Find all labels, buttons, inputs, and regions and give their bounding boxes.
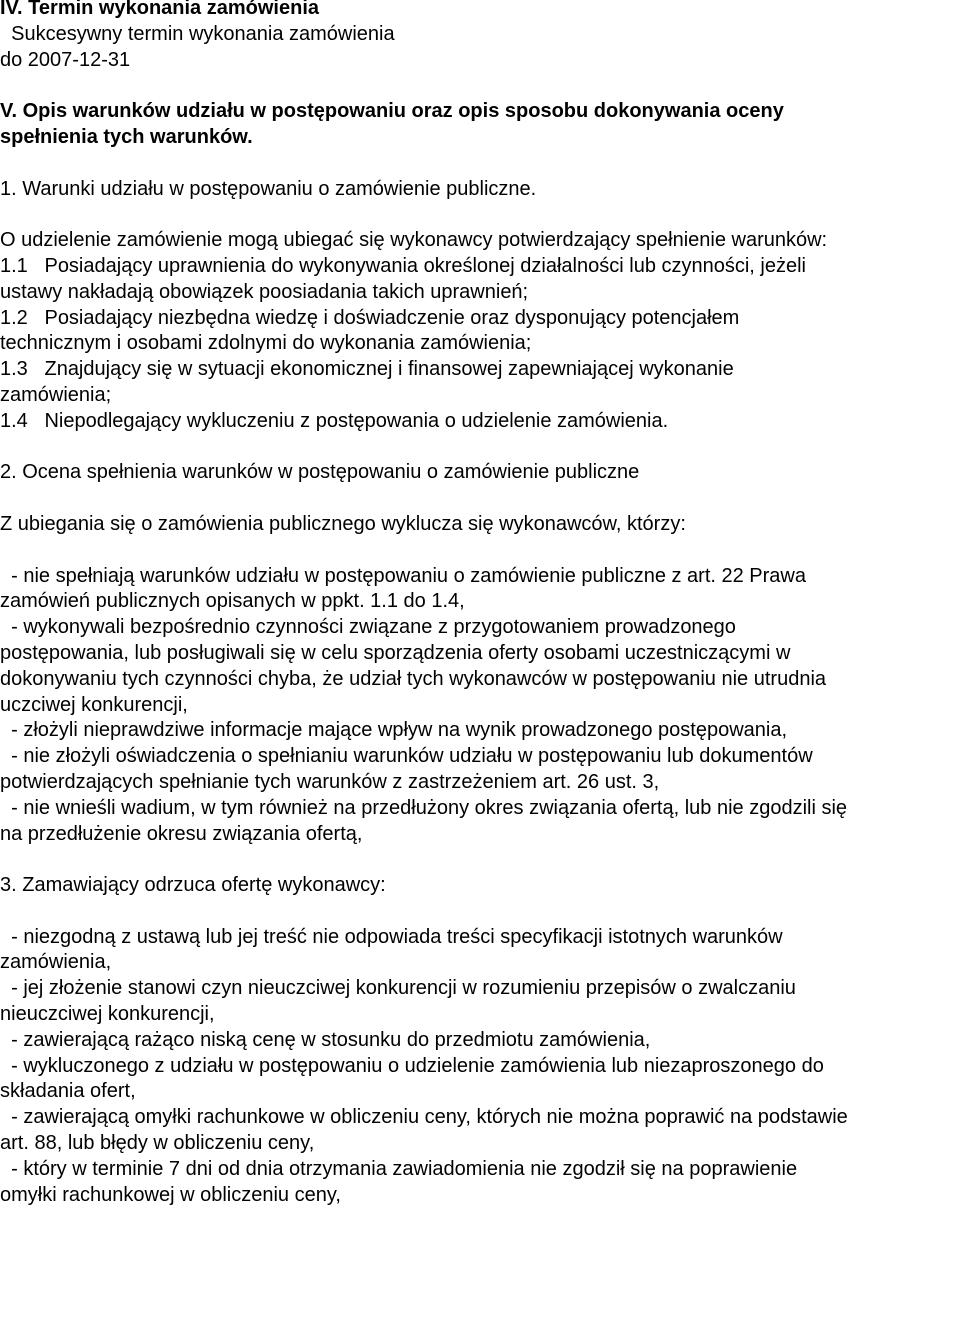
point-2 bbox=[0, 460, 960, 847]
point-1-line: 1.3 Znajdujący się w sytuacji ekonomicznej i finansowej zapewniającej wykonanie bbox=[0, 358, 734, 381]
point-1-line: 1.2 Posiadający niezbędna wiedzę i doświadczenie oraz dysponujący potencjałem bbox=[0, 306, 740, 329]
point-1-line: 1.1 Posiadający uprawnienia do wykonywania określonej działalności lub czynności, jeżeli bbox=[0, 254, 806, 277]
point-3-line: - zawierającą rażąco niską cenę w stosunku do przedmiotu zamówienia, bbox=[0, 1028, 651, 1051]
section-iv-line: Sukcesywny termin wykonania zamówienia bbox=[0, 22, 395, 45]
point-2-line: zamówień publicznych opisanych w ppkt. 1.1 do 1.4, bbox=[0, 590, 465, 613]
point-3 bbox=[0, 873, 960, 1208]
point-1-line: zamówienia; bbox=[0, 383, 112, 406]
point-2-line: uczciwej konkurencji, bbox=[0, 693, 188, 716]
point-3-line: - który w terminie 7 dni od dnia otrzymania zawiadomienia nie zgodził się na poprawienie bbox=[0, 1157, 798, 1180]
point-3-line: art. 88, lub błędy w obliczeniu ceny, bbox=[0, 1132, 315, 1155]
point-3-line: - niezgodną z ustawą lub jej treść nie odpowiada treści specyfikacji istotnych warunków bbox=[0, 925, 783, 948]
point-2-line: dokonywaniu tych czynności chyba, że udział tych wykonawców w postępowaniu nie utrudnia bbox=[0, 667, 827, 690]
spacer bbox=[0, 202, 960, 228]
point-3-title: 3. Zamawiający odrzuca ofertę wykonawcy: bbox=[0, 874, 386, 897]
point-1-title: 1. Warunki udziału w postępowaniu o zamówienie publiczne. bbox=[0, 177, 537, 200]
point-1-line: O udzielenie zamówienie mogą ubiegać się wykonawcy potwierdzający spełnienie warunków: bbox=[0, 229, 828, 252]
point-2-title: 2. Ocena spełnienia warunków w postępowaniu o zamówienie publiczne bbox=[0, 461, 640, 484]
point-1-line: technicznym i osobami zdolnymi do wykonania zamówienia; bbox=[0, 332, 532, 355]
section-iv-heading: IV. Termin wykonania zamówienia bbox=[0, 0, 319, 19]
point-2-line: - złożyli nieprawdziwe informacje mające wpływ na wynik prowadzonego postępowania, bbox=[0, 719, 788, 742]
point-3-line: omyłki rachunkowej w obliczeniu ceny, bbox=[0, 1183, 341, 1206]
section-iv bbox=[0, 0, 960, 73]
spacer bbox=[0, 847, 960, 873]
section-v-heading: spełnienia tych warunków. bbox=[0, 125, 253, 148]
spacer bbox=[0, 899, 960, 925]
point-3-line: zamówienia, bbox=[0, 951, 112, 974]
point-3-line: nieuczciwej konkurencji, bbox=[0, 1003, 215, 1026]
point-2-line: potwierdzających spełnianie tych warunków z zastrzeżeniem art. 26 ust. 3, bbox=[0, 770, 660, 793]
point-1 bbox=[0, 177, 960, 435]
point-2-line: - nie spełniają warunków udziału w postępowaniu o zamówienie publiczne z art. 22 Prawa bbox=[0, 564, 806, 587]
point-3-line: - jej złożenie stanowi czyn nieuczciwej konkurencji w rozumieniu przepisów o zwalczaniu bbox=[0, 977, 796, 1000]
point-3-line: - zawierającą omyłki rachunkowe w obliczeniu ceny, których nie można poprawić na podstawie bbox=[0, 1106, 848, 1129]
section-iv-line: do 2007-12-31 bbox=[0, 48, 131, 71]
section-v bbox=[0, 99, 960, 151]
spacer bbox=[0, 435, 960, 461]
point-1-line: 1.4 Niepodlegający wykluczeniu z postępowania o udzielenie zamówienia. bbox=[0, 409, 669, 432]
point-2-line: - nie złożyli oświadczenia o spełnianiu warunków udziału w postępowaniu lub dokumentów bbox=[0, 745, 813, 768]
point-3-line: - wykluczonego z udziału w postępowaniu o udzielenie zamówienia lub niezaproszonego do bbox=[0, 1054, 824, 1077]
spacer bbox=[0, 486, 960, 512]
point-2-line: - nie wnieśli wadium, w tym również na przedłużony okres związania ofertą, lub nie zgodzili się bbox=[0, 796, 848, 819]
spacer bbox=[0, 538, 960, 564]
spacer bbox=[0, 73, 960, 99]
point-2-line: - wykonywali bezpośrednio czynności związane z przygotowaniem prowadzonego bbox=[0, 616, 736, 639]
point-2-line: na przedłużenie okresu związania ofertą, bbox=[0, 822, 363, 845]
point-2-intro: Z ubiegania się o zamówienia publicznego wyklucza się wykonawców, którzy: bbox=[0, 512, 686, 535]
spacer bbox=[0, 151, 960, 177]
point-2-line: postępowania, lub posługiwali się w celu sporządzenia oferty osobami uczestniczącymi w bbox=[0, 641, 791, 664]
section-v-heading: V. Opis warunków udziału w postępowaniu oraz opis sposobu dokonywania oceny bbox=[0, 100, 784, 123]
point-3-line: składania ofert, bbox=[0, 1080, 136, 1103]
point-1-line: ustawy nakładają obowiązek poosiadania takich uprawnień; bbox=[0, 280, 529, 303]
